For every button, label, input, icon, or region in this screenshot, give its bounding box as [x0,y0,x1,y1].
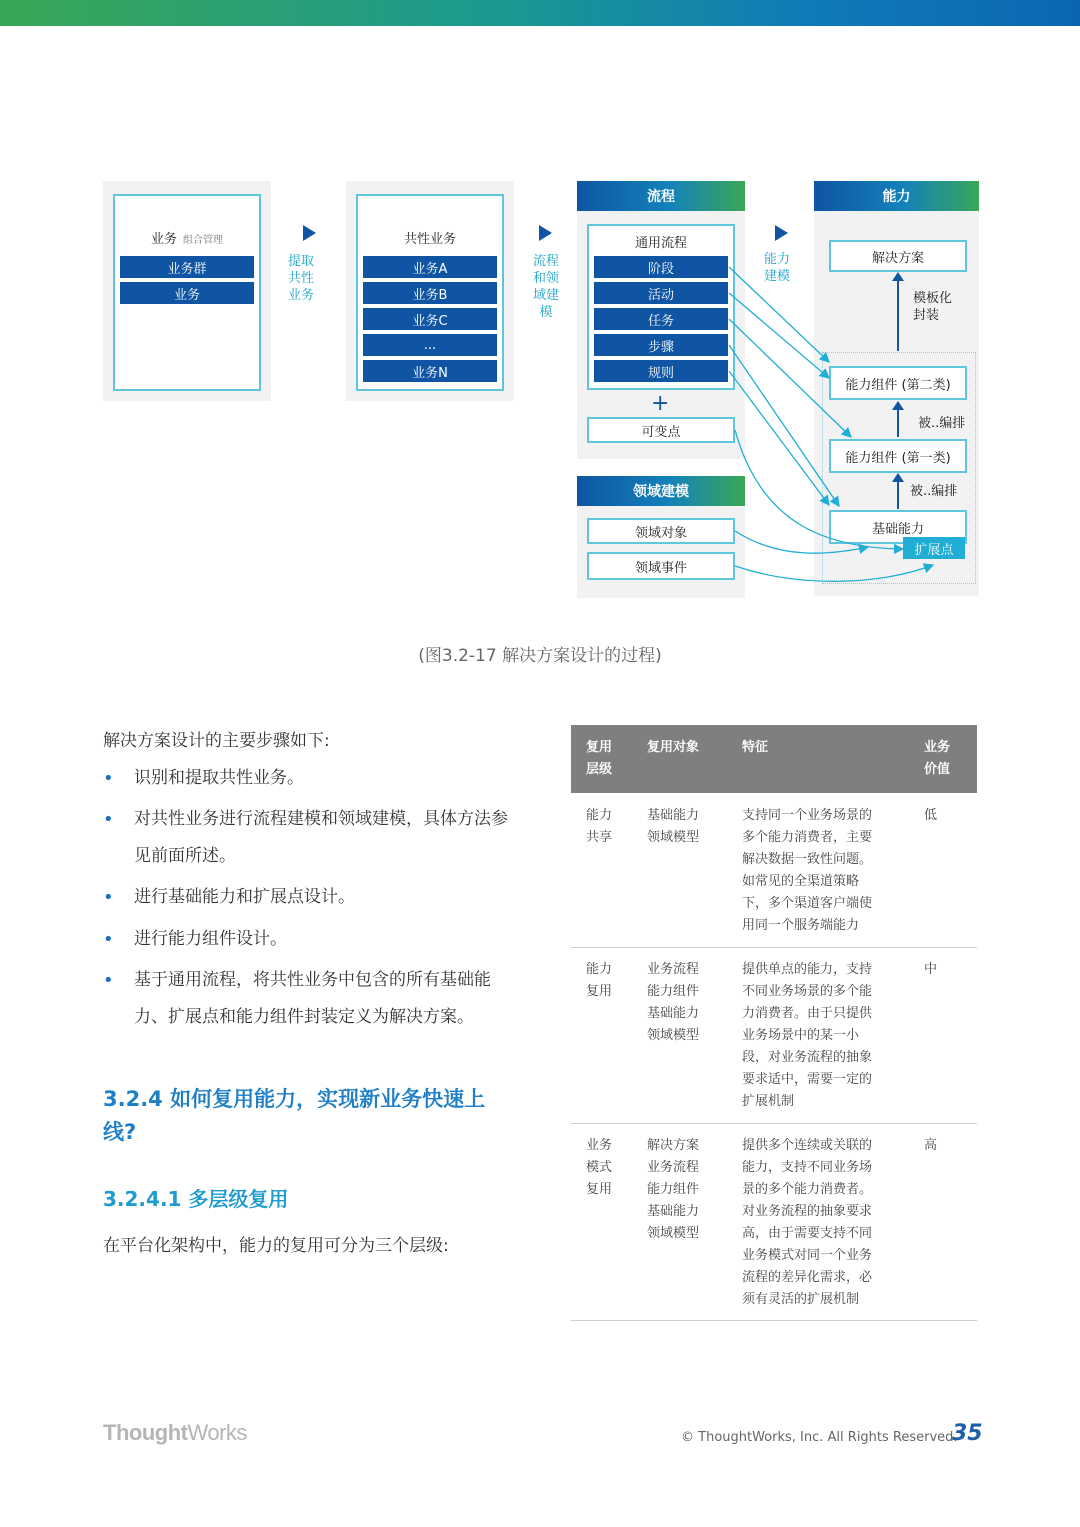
plus-icon: + [651,391,670,416]
row-divider [571,1123,977,1124]
copyright-text: © ThoughtWorks, Inc. All Rights Reserved. [681,1430,958,1445]
level-cell: 能力 复用 [586,962,613,999]
business-group-bar: 业务群 [120,256,254,278]
connector-line [729,345,839,506]
page-number: 35 [952,1421,983,1446]
value-cell: 高 [924,1138,938,1153]
column-header: 业务 价值 [924,740,951,777]
subsection-heading: 3.2.4.1 多层级复用 [103,1187,289,1211]
component-type2-box: 能力组件 (第二类) [829,366,967,400]
business-title: 业务 组合管理 [150,232,223,247]
bullet-icon: • [103,809,114,830]
table-header-row [571,725,977,793]
basic-capability-box: 基础能力 [829,510,967,544]
step-bar: 步骤 [594,334,728,356]
intro-text: 解决方案设计的主要步骤如下: [103,731,330,751]
orchestrated-label: 被..编排 [910,484,958,499]
row-divider [571,947,977,948]
column-header: 特征 [742,740,769,755]
solution-box: 解决方案 [829,240,967,272]
objects-cell: 基础能力 领域模型 [647,808,700,845]
feature-cell: 提供多个连续或关联的 能力，支持不同业务场 景的多个能力消费者。 对业务流程的抽象要求 高，由于需要支持不同 业务模式对同一个业务 流程的差异化需求，必 须有灵活的扩展机制 [742,1138,873,1307]
common-business-title: 共性业务 [403,232,456,247]
section-heading: 3.2.4 如何复用能力，实现新业务快速上线? [103,1087,486,1144]
domain-event-box: 领域事件 [587,552,735,580]
connector-arrows [0,0,1080,620]
capability-header: 能力 [814,181,979,211]
business-ellipsis-bar: ... [363,334,497,356]
template-encapsulation-label: 模板化 封装 [913,291,953,323]
domain-object-box: 领域对象 [587,518,735,544]
modeling-label: 流程 和领 域建 模 [532,254,559,320]
extract-label: 提取 共性 业务 [287,254,314,303]
connector-line [735,430,903,549]
domain-modeling-header: 领域建模 [577,476,745,506]
activity-bar: 活动 [594,282,728,304]
capability-modeling-label: 能力 建模 [763,252,790,284]
objects-cell: 解决方案 业务流程 能力组件 基础能力 领域模型 [647,1138,700,1241]
connector-line [735,565,933,581]
extension-point-box: 扩展点 [903,537,965,559]
business-b-bar: 业务B [363,282,497,304]
level-cell: 业务 模式 复用 [586,1138,613,1197]
feature-cell: 支持同一个业务场景的 多个能力消费者，主要 解决数据一致性问题。 如常见的全渠道策略 下，多个渠道客户端使 用同一个服务端能力 [742,808,873,933]
business-c-bar: 业务C [363,308,497,330]
rule-bar: 规则 [594,360,728,382]
objects-cell: 业务流程 能力组件 基础能力 领域模型 [647,962,700,1043]
business-bar: 业务 [120,282,254,304]
component-type1-box: 能力组件 (第一类) [829,439,967,473]
column-header: 复用对象 [647,740,700,755]
row-divider [571,1320,977,1321]
business-n-bar: 业务N [363,360,497,382]
connector-line [729,293,829,378]
variable-point-box: 可变点 [587,417,735,443]
bullet-icon: • [103,929,114,950]
connector-line [729,267,829,362]
connector-line [735,531,868,553]
thoughtworks-logo: ThoughtWorks [103,1420,247,1445]
stage-bar: 阶段 [594,256,728,278]
body-paragraph: 在平台化架构中，能力的复用可分为三个层级: [103,1236,449,1256]
value-cell: 低 [924,808,938,823]
generic-process-title: 通用流程 [634,236,687,251]
bullet-icon: • [103,970,114,991]
figure-caption: (图3.2-17 解决方案设计的过程) [418,646,662,666]
task-bar: 任务 [594,308,728,330]
level-cell: 能力 共享 [586,808,613,845]
connector-line [729,371,829,505]
bullet-icon: • [103,768,114,789]
value-cell: 中 [924,962,938,977]
column-header: 复用 层级 [586,740,613,777]
feature-cell: 提供单点的能力，支持 不同业务场景的多个能 力消费者。由于只提供 业务场景中的某一小 段，对业务流程的抽象 要求适中，需要一定的 扩展机制 [742,962,873,1109]
business-a-bar: 业务A [363,256,497,278]
bullet-icon: • [103,887,114,908]
connector-line [729,319,851,437]
orchestrated-label: 被..编排 [918,416,966,431]
process-header: 流程 [577,181,745,211]
